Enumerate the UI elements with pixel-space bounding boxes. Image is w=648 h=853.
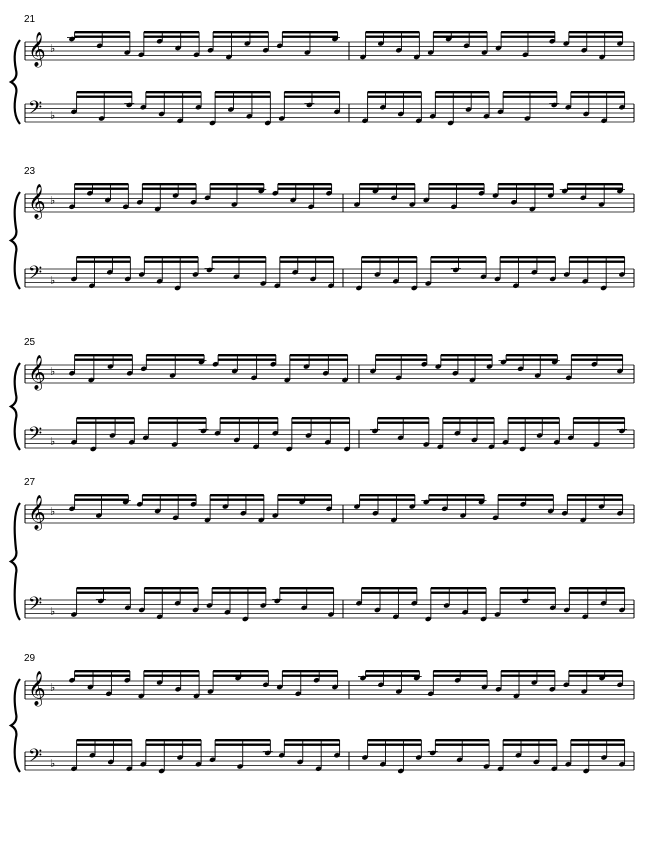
bass-note-group <box>278 739 340 772</box>
treble-staff <box>25 194 634 212</box>
bass-note-group <box>274 256 335 289</box>
flat-icon: ♭ <box>50 109 56 122</box>
bass-note-group <box>138 587 199 620</box>
treble-note-group <box>67 31 131 56</box>
treble-note-group <box>138 31 200 58</box>
bass-note-group <box>361 91 422 124</box>
measure-number: 21 <box>24 14 36 25</box>
treble-staff <box>25 365 634 383</box>
system-2 <box>11 166 634 291</box>
bass-note-group <box>70 256 131 289</box>
treble-note-group <box>499 354 560 379</box>
bass-note-group <box>355 587 417 620</box>
treble-note-group <box>427 670 488 697</box>
flat-icon: ♭ <box>50 274 56 287</box>
treble-note-group <box>68 494 130 519</box>
treble-note-group <box>369 354 427 381</box>
bass-clef-icon: 𝄢 <box>28 263 43 288</box>
bass-note-group <box>494 587 556 618</box>
measure-number: 27 <box>24 477 36 488</box>
treble-clef-icon: 𝄞 <box>28 184 46 219</box>
system-brace <box>11 679 20 772</box>
bass-note-group <box>142 417 208 448</box>
treble-note-group <box>204 183 266 208</box>
treble-clef-icon: 𝄞 <box>28 32 46 67</box>
bass-note-group <box>567 417 627 448</box>
bass-note-group <box>565 91 626 124</box>
flat-icon: ♭ <box>50 605 56 618</box>
bass-note-group <box>70 91 134 122</box>
bass-note-group <box>494 256 556 289</box>
bass-note-group <box>70 587 131 618</box>
system-3 <box>11 337 634 452</box>
system-brace <box>11 503 20 620</box>
treble-note-group <box>276 670 338 697</box>
treble-staff <box>25 42 634 60</box>
bass-note-group <box>70 739 132 772</box>
treble-note-group <box>272 183 333 210</box>
treble-note-group <box>560 183 625 208</box>
flat-icon: ♭ <box>50 757 56 770</box>
bass-clef-icon: 𝄢 <box>28 424 43 449</box>
treble-note-group <box>136 494 197 521</box>
bass-staff <box>25 104 634 122</box>
treble-note-group <box>276 31 340 56</box>
treble-note-group <box>207 670 269 695</box>
flat-icon: ♭ <box>50 194 56 207</box>
treble-note-group <box>565 354 623 381</box>
treble-note-group <box>427 31 488 56</box>
bass-note-group <box>278 91 340 122</box>
system-brace <box>11 40 20 124</box>
treble-clef-icon: 𝄞 <box>28 355 46 390</box>
bass-note-group <box>425 256 487 287</box>
treble-clef-icon: 𝄞 <box>28 495 46 530</box>
measure-number: 23 <box>24 166 36 177</box>
bass-clef-icon: 𝄢 <box>28 594 43 619</box>
measure-number: 25 <box>24 337 36 348</box>
bass-note-group <box>140 91 202 124</box>
system-5 <box>11 653 634 774</box>
bass-note-group <box>370 417 430 448</box>
treble-note-group <box>492 494 554 521</box>
treble-note-group <box>495 31 556 58</box>
treble-note-group <box>421 494 486 519</box>
bass-note-group <box>272 587 334 618</box>
flat-icon: ♭ <box>50 505 56 518</box>
treble-staff <box>25 681 634 699</box>
measure-number: 29 <box>24 653 36 664</box>
flat-icon: ♭ <box>50 42 56 55</box>
flat-icon: ♭ <box>50 681 56 694</box>
system-brace <box>11 192 20 289</box>
bass-note-group <box>563 587 625 620</box>
treble-clef-icon: 𝄞 <box>28 671 46 706</box>
flat-icon: ♭ <box>50 365 56 378</box>
bass-note-group <box>497 91 559 122</box>
treble-note-group <box>358 670 422 695</box>
bass-note-group <box>497 739 558 772</box>
bass-note-group <box>205 256 267 287</box>
system-1 <box>11 14 634 126</box>
system-brace <box>11 363 20 450</box>
system-4 <box>11 477 634 622</box>
treble-note-group <box>140 354 206 379</box>
bass-note-group <box>428 739 490 770</box>
bass-clef-icon: 𝄢 <box>28 98 43 123</box>
flat-icon: ♭ <box>50 435 56 448</box>
treble-note-group <box>212 354 277 381</box>
bass-note-group <box>214 417 279 450</box>
bass-staff <box>25 752 634 770</box>
bass-note-group <box>437 417 495 450</box>
treble-note-group <box>423 183 485 210</box>
treble-note-group <box>68 183 129 210</box>
bass-clef-icon: 𝄢 <box>28 746 43 771</box>
treble-note-group <box>563 670 624 695</box>
bass-note-group <box>209 739 273 770</box>
treble-note-group <box>353 183 415 208</box>
treble-note-group <box>272 494 333 519</box>
treble-note-group <box>68 670 130 697</box>
